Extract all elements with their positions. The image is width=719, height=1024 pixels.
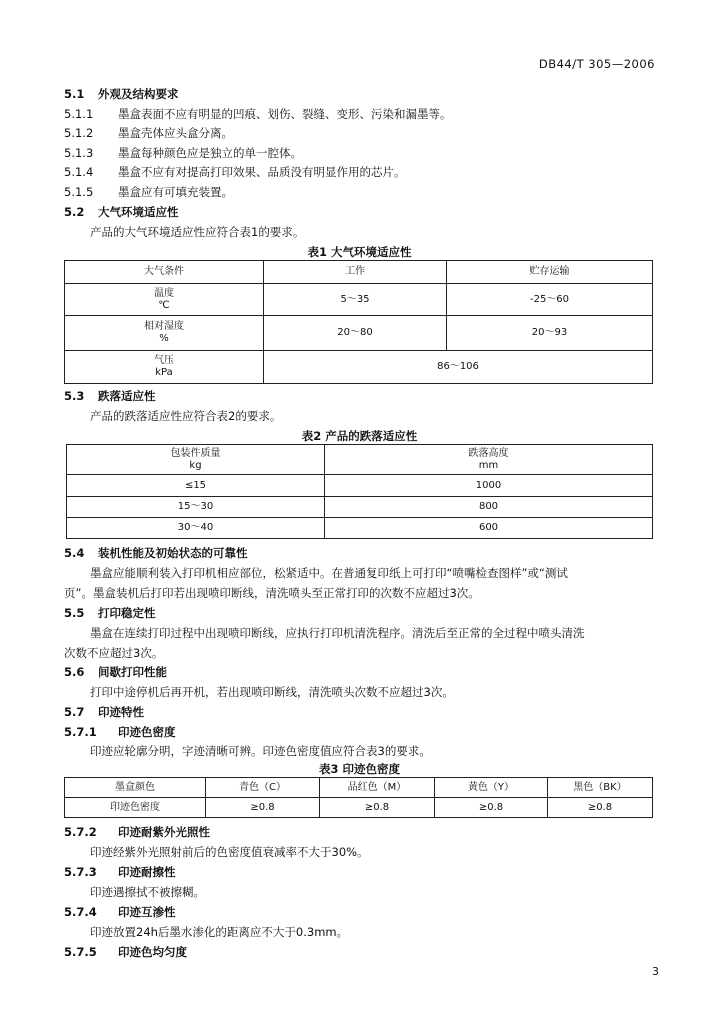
cell-line: mm	[478, 459, 499, 471]
paragraph: 打印中途停机后再开机，若出现喷印断线，清洗喷头次数不应超过3次。	[90, 685, 454, 699]
clause-number: 5.7.5	[64, 945, 97, 959]
paragraph: 印迹放置24h后墨水渗化的距离应不大于0.3mm。	[90, 925, 349, 939]
table2-caption: 表2 产品的跌落适应性	[301, 429, 418, 443]
table-cell	[65, 351, 264, 384]
table-cell: 86～106	[264, 351, 653, 384]
cell-line: ℃	[158, 299, 170, 311]
section-title: 印迹特性	[98, 705, 144, 719]
clause-number: 5.7.1	[64, 725, 97, 739]
cell-line: 相对湿度	[144, 321, 184, 332]
table-header-cell: 贮存运输	[447, 261, 653, 284]
section-5-5	[64, 605, 156, 621]
paragraph-line: 次数不应超过3次。	[64, 646, 164, 660]
cell-line: 气压	[154, 355, 174, 366]
table-header-row	[65, 778, 653, 798]
section-title: 跌落适应性	[98, 389, 156, 403]
table-cell: 30～40	[67, 518, 325, 539]
table-row	[65, 798, 653, 818]
table-cell: ≤15	[67, 475, 325, 497]
paragraph: 产品的大气环境适应性应符合表1的要求。	[90, 225, 305, 239]
table-cell: 800	[325, 497, 653, 518]
cell-line: %	[159, 333, 169, 344]
clause-5-1-3	[64, 145, 302, 161]
table-header-row	[65, 261, 653, 284]
table3-caption: 表3 印迹色密度	[318, 762, 400, 776]
clause-title: 印迹互渗性	[118, 905, 176, 919]
clause-5-7-2	[64, 824, 210, 840]
section-number: 5.7	[64, 705, 85, 719]
table-cell	[65, 316, 264, 351]
cell-line: kg	[189, 459, 202, 471]
table-cell: ≥0.8	[548, 798, 653, 818]
clause-text: 墨盒每种颜色应是独立的单一腔体。	[118, 146, 302, 160]
section-5-6	[64, 664, 167, 680]
clause-5-1-5	[64, 184, 233, 200]
table-header-cell: 工作	[264, 261, 447, 284]
table-row	[65, 284, 653, 316]
cell-line: kPa	[155, 367, 173, 378]
section-number: 5.5	[64, 606, 85, 620]
paragraph-line: 墨盒应能顺利装入打印机相应部位，松紧适中。在普通复印纸上可打印“喷嘴检查图样”或“测试	[90, 566, 568, 580]
page-number: 3	[652, 965, 659, 978]
paragraph: 印迹经紫外光照射前后的色密度值衰减率不大于30%。	[90, 845, 369, 859]
table-cell: 15～30	[67, 497, 325, 518]
clause-title: 印迹色密度	[118, 725, 176, 739]
clause-number: 5.7.3	[64, 865, 97, 879]
document-code: DB44/T 305—2006	[538, 57, 655, 71]
paragraph-line: 页”。墨盒装机后打印若出现喷印断线，清洗喷头至正常打印的次数不应超过3次。	[64, 586, 480, 600]
section-number: 5.1	[64, 87, 85, 101]
table-header-row	[67, 445, 653, 475]
table-row	[65, 316, 653, 351]
section-5-7	[64, 704, 144, 720]
clause-5-1-4	[64, 164, 406, 180]
clause-5-1-2	[64, 125, 233, 141]
table-cell: 20～93	[447, 316, 653, 351]
clause-5-7-5	[64, 944, 187, 960]
table-row	[67, 475, 653, 497]
cell-line: 温度	[154, 287, 174, 299]
table-cell: 印迹色密度	[65, 798, 206, 818]
paragraph: 印迹遇擦拭不被擦糊。	[90, 885, 205, 899]
clause-text: 墨盒壳体应头盒分离。	[118, 126, 233, 140]
clause-text: 墨盒应有可填充装置。	[118, 185, 233, 199]
section-5-2	[64, 204, 179, 220]
table-header-cell: 青色（C）	[206, 778, 320, 798]
table2	[66, 444, 653, 539]
table1-caption: 表1 大气环境适应性	[307, 245, 412, 259]
table-cell: ≥0.8	[206, 798, 320, 818]
section-title: 打印稳定性	[98, 606, 156, 620]
clause-5-7-1	[64, 724, 176, 740]
table-cell: -25～60	[447, 284, 653, 316]
table-row	[65, 351, 653, 384]
section-title: 外观及结构要求	[98, 87, 179, 101]
table-cell: 20～80	[264, 316, 447, 351]
clause-text: 墨盒表面不应有明显的凹痕、划伤、裂缝、变形、污染和漏墨等。	[118, 107, 452, 121]
section-number: 5.3	[64, 389, 85, 403]
table-cell: 5～35	[264, 284, 447, 316]
paragraph-line: 墨盒在连续打印过程中出现喷印断线，应执行打印机清洗程序。清洗后至正常的全过程中喷头清洗	[90, 626, 585, 640]
clause-number: 5.7.2	[64, 825, 97, 839]
section-title: 大气环境适应性	[98, 205, 179, 219]
clause-number: 5.1.2	[64, 126, 94, 140]
clause-number: 5.1.4	[64, 165, 94, 179]
clause-number: 5.1.1	[64, 107, 94, 121]
section-title: 间歇打印性能	[98, 665, 167, 679]
section-5-1	[64, 86, 179, 102]
table-header-cell: 大气条件	[65, 261, 264, 284]
table-header-cell	[67, 445, 325, 475]
clause-title: 印迹耐擦性	[118, 865, 176, 879]
table-row	[67, 497, 653, 518]
table-cell: ≥0.8	[320, 798, 435, 818]
table-header-cell	[325, 445, 653, 475]
table-header-cell: 黄色（Y）	[435, 778, 548, 798]
clause-number: 5.7.4	[64, 905, 97, 919]
clause-5-1-1	[64, 106, 452, 122]
table-cell: 600	[325, 518, 653, 539]
paragraph: 产品的跌落适应性应符合表2的要求。	[90, 409, 282, 423]
table-cell: ≥0.8	[435, 798, 548, 818]
section-number: 5.2	[64, 205, 85, 219]
clause-5-7-3	[64, 864, 176, 880]
clause-text: 墨盒不应有对提高打印效果、品质没有明显作用的芯片。	[118, 165, 406, 179]
clause-title: 印迹色均匀度	[118, 945, 187, 959]
cell-line: 跌落高度	[468, 447, 509, 459]
table-header-cell: 品红色（M）	[320, 778, 435, 798]
section-number: 5.6	[64, 665, 85, 679]
section-5-4	[64, 545, 248, 561]
clause-number: 5.1.3	[64, 146, 94, 160]
section-title: 装机性能及初始状态的可靠性	[98, 546, 248, 560]
clause-number: 5.1.5	[64, 185, 94, 199]
table-row	[67, 518, 653, 539]
cell-line: 包装件质量	[170, 447, 221, 459]
table-cell: 1000	[325, 475, 653, 497]
clause-5-7-4	[64, 904, 176, 920]
section-5-3	[64, 388, 156, 404]
table1	[64, 260, 653, 384]
paragraph: 印迹应轮廓分明，字迹清晰可辨。印迹色密度值应符合表3的要求。	[90, 744, 431, 758]
table-header-cell: 黑色（BK）	[548, 778, 653, 798]
table3	[64, 777, 653, 818]
table-header-cell: 墨盒颜色	[65, 778, 206, 798]
clause-title: 印迹耐紫外光照性	[118, 825, 210, 839]
section-number: 5.4	[64, 546, 85, 560]
table-cell	[65, 284, 264, 316]
